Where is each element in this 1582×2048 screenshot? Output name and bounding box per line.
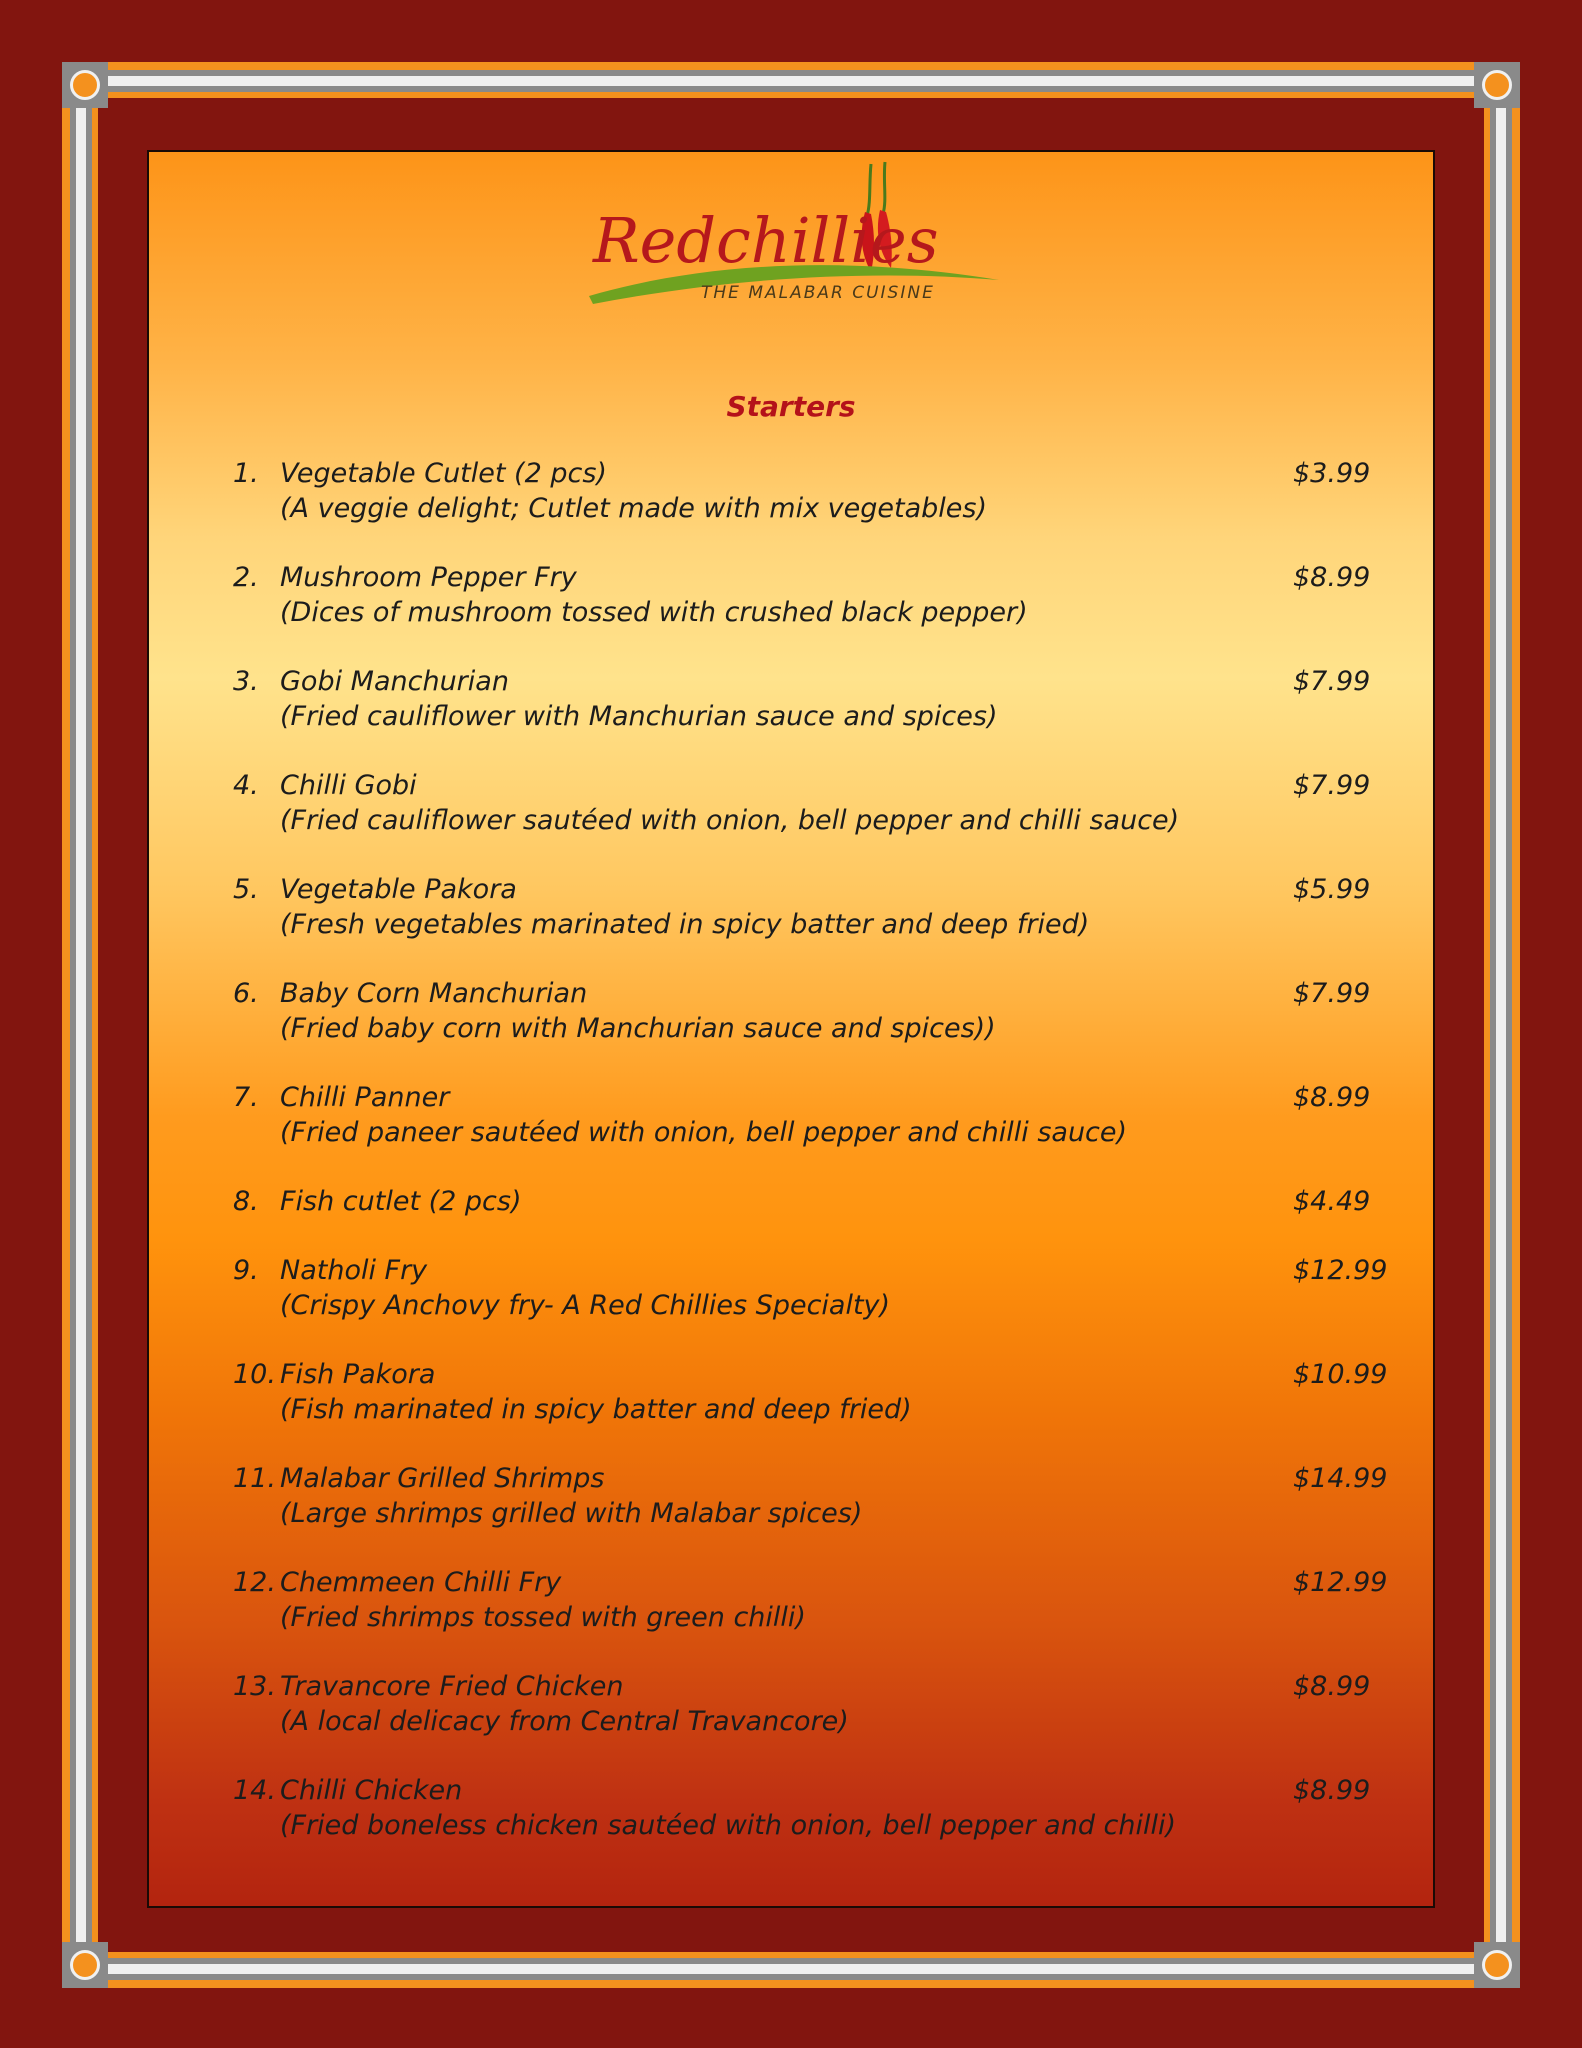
menu-item: [233, 872, 1383, 942]
item-description: (Fried shrimps tossed with green chilli): [280, 1602, 806, 1633]
item-name: Chilli Panner: [280, 1082, 450, 1113]
item-price: $7.99: [1293, 978, 1371, 1009]
item-name: Vegetable Pakora: [280, 874, 517, 905]
item-price: $4.49: [1293, 1186, 1371, 1217]
item-description: (A veggie delight; Cutlet made with mix vegetables): [280, 493, 987, 524]
item-number: 14.: [233, 1775, 276, 1806]
menu-item: [233, 1080, 1383, 1150]
item-description: (Fried cauliflower with Manchurian sauce and spices): [280, 701, 998, 732]
item-price: $12.99: [1293, 1567, 1388, 1598]
item-name: Travancore Fried Chicken: [280, 1671, 624, 1702]
item-description: (Fried paneer sautéed with onion, bell pepper and chilli sauce): [280, 1117, 1128, 1148]
item-price: $10.99: [1293, 1359, 1388, 1390]
item-price: $12.99: [1293, 1255, 1388, 1286]
menu-item-list: [233, 456, 1388, 1877]
item-name: Chemmeen Chilli Fry: [280, 1567, 562, 1598]
item-number: 5.: [233, 874, 259, 905]
section-title: Starters: [726, 390, 856, 423]
item-description: (Dices of mushroom tossed with crushed black pepper): [280, 597, 1028, 628]
corner-ornament-icon: [1474, 62, 1520, 108]
item-name: Chilli Chicken: [280, 1775, 463, 1806]
item-name: Fish Pakora: [280, 1359, 436, 1390]
item-price: $7.99: [1293, 666, 1371, 697]
item-description: (Fried boneless chicken sautéed with onion, bell pepper and chilli): [280, 1810, 1177, 1841]
menu-item: [233, 456, 1383, 526]
menu-item: [233, 1461, 1388, 1531]
item-price: $7.99: [1293, 770, 1371, 801]
item-number: 7.: [233, 1082, 259, 1113]
item-description: (Crispy Anchovy fry- A Red Chillies Specialty): [280, 1290, 891, 1321]
item-price: $8.99: [1293, 562, 1371, 593]
item-name: Vegetable Cutlet (2 pcs): [280, 458, 607, 489]
menu-item: [233, 664, 1383, 734]
item-name: Baby Corn Manchurian: [280, 978, 588, 1009]
menu-item: [233, 1565, 1388, 1635]
menu-item: [233, 560, 1383, 630]
item-price: $14.99: [1293, 1463, 1388, 1494]
item-number: 2.: [233, 562, 259, 593]
menu-item: [233, 1184, 1383, 1219]
item-description: (Large shrimps grilled with Malabar spices): [280, 1498, 863, 1529]
menu-item: [233, 976, 1383, 1046]
item-number: 11.: [233, 1463, 276, 1494]
item-name: Gobi Manchurian: [280, 666, 509, 697]
restaurant-logo: [579, 154, 1009, 314]
item-number: 13.: [233, 1671, 276, 1702]
item-price: $8.99: [1293, 1671, 1371, 1702]
item-number: 12.: [233, 1567, 276, 1598]
item-number: 10.: [233, 1359, 276, 1390]
item-price: $8.99: [1293, 1082, 1371, 1113]
item-description: (Fried cauliflower sautéed with onion, bell pepper and chilli sauce): [280, 805, 1180, 836]
item-name: Chilli Gobi: [280, 770, 417, 801]
menu-item: [233, 1357, 1388, 1427]
menu-item: [233, 1253, 1388, 1323]
item-name: Mushroom Pepper Fry: [280, 562, 577, 593]
item-number: 6.: [233, 978, 259, 1009]
corner-ornament-icon: [62, 62, 108, 108]
menu-item: [233, 1669, 1383, 1739]
item-number: 3.: [233, 666, 259, 697]
item-price: $8.99: [1293, 1775, 1371, 1806]
item-number: 8.: [233, 1186, 259, 1217]
item-name: Malabar Grilled Shrimps: [280, 1463, 605, 1494]
menu-panel: [147, 150, 1435, 1908]
logo-tagline: THE MALABAR CUISINE: [701, 283, 935, 303]
item-description: (Fresh vegetables marinated in spicy batter and deep fried): [280, 909, 1090, 940]
menu-item: [233, 1773, 1383, 1843]
item-description: (Fried baby corn with Manchurian sauce and spices)): [280, 1013, 996, 1044]
menu-item: [233, 768, 1383, 838]
logo-brand-text: Redchillies: [593, 204, 939, 277]
item-number: 1.: [233, 458, 259, 489]
corner-ornament-icon: [1474, 1942, 1520, 1988]
item-price: $3.99: [1293, 458, 1371, 489]
corner-ornament-icon: [62, 1942, 108, 1988]
item-name: Fish cutlet (2 pcs): [280, 1186, 522, 1217]
item-description: (Fish marinated in spicy batter and deep fried): [280, 1394, 912, 1425]
item-description: (A local delicacy from Central Travancore): [280, 1706, 849, 1737]
item-price: $5.99: [1293, 874, 1371, 905]
item-number: 4.: [233, 770, 259, 801]
item-number: 9.: [233, 1255, 259, 1286]
item-name: Natholi Fry: [280, 1255, 428, 1286]
